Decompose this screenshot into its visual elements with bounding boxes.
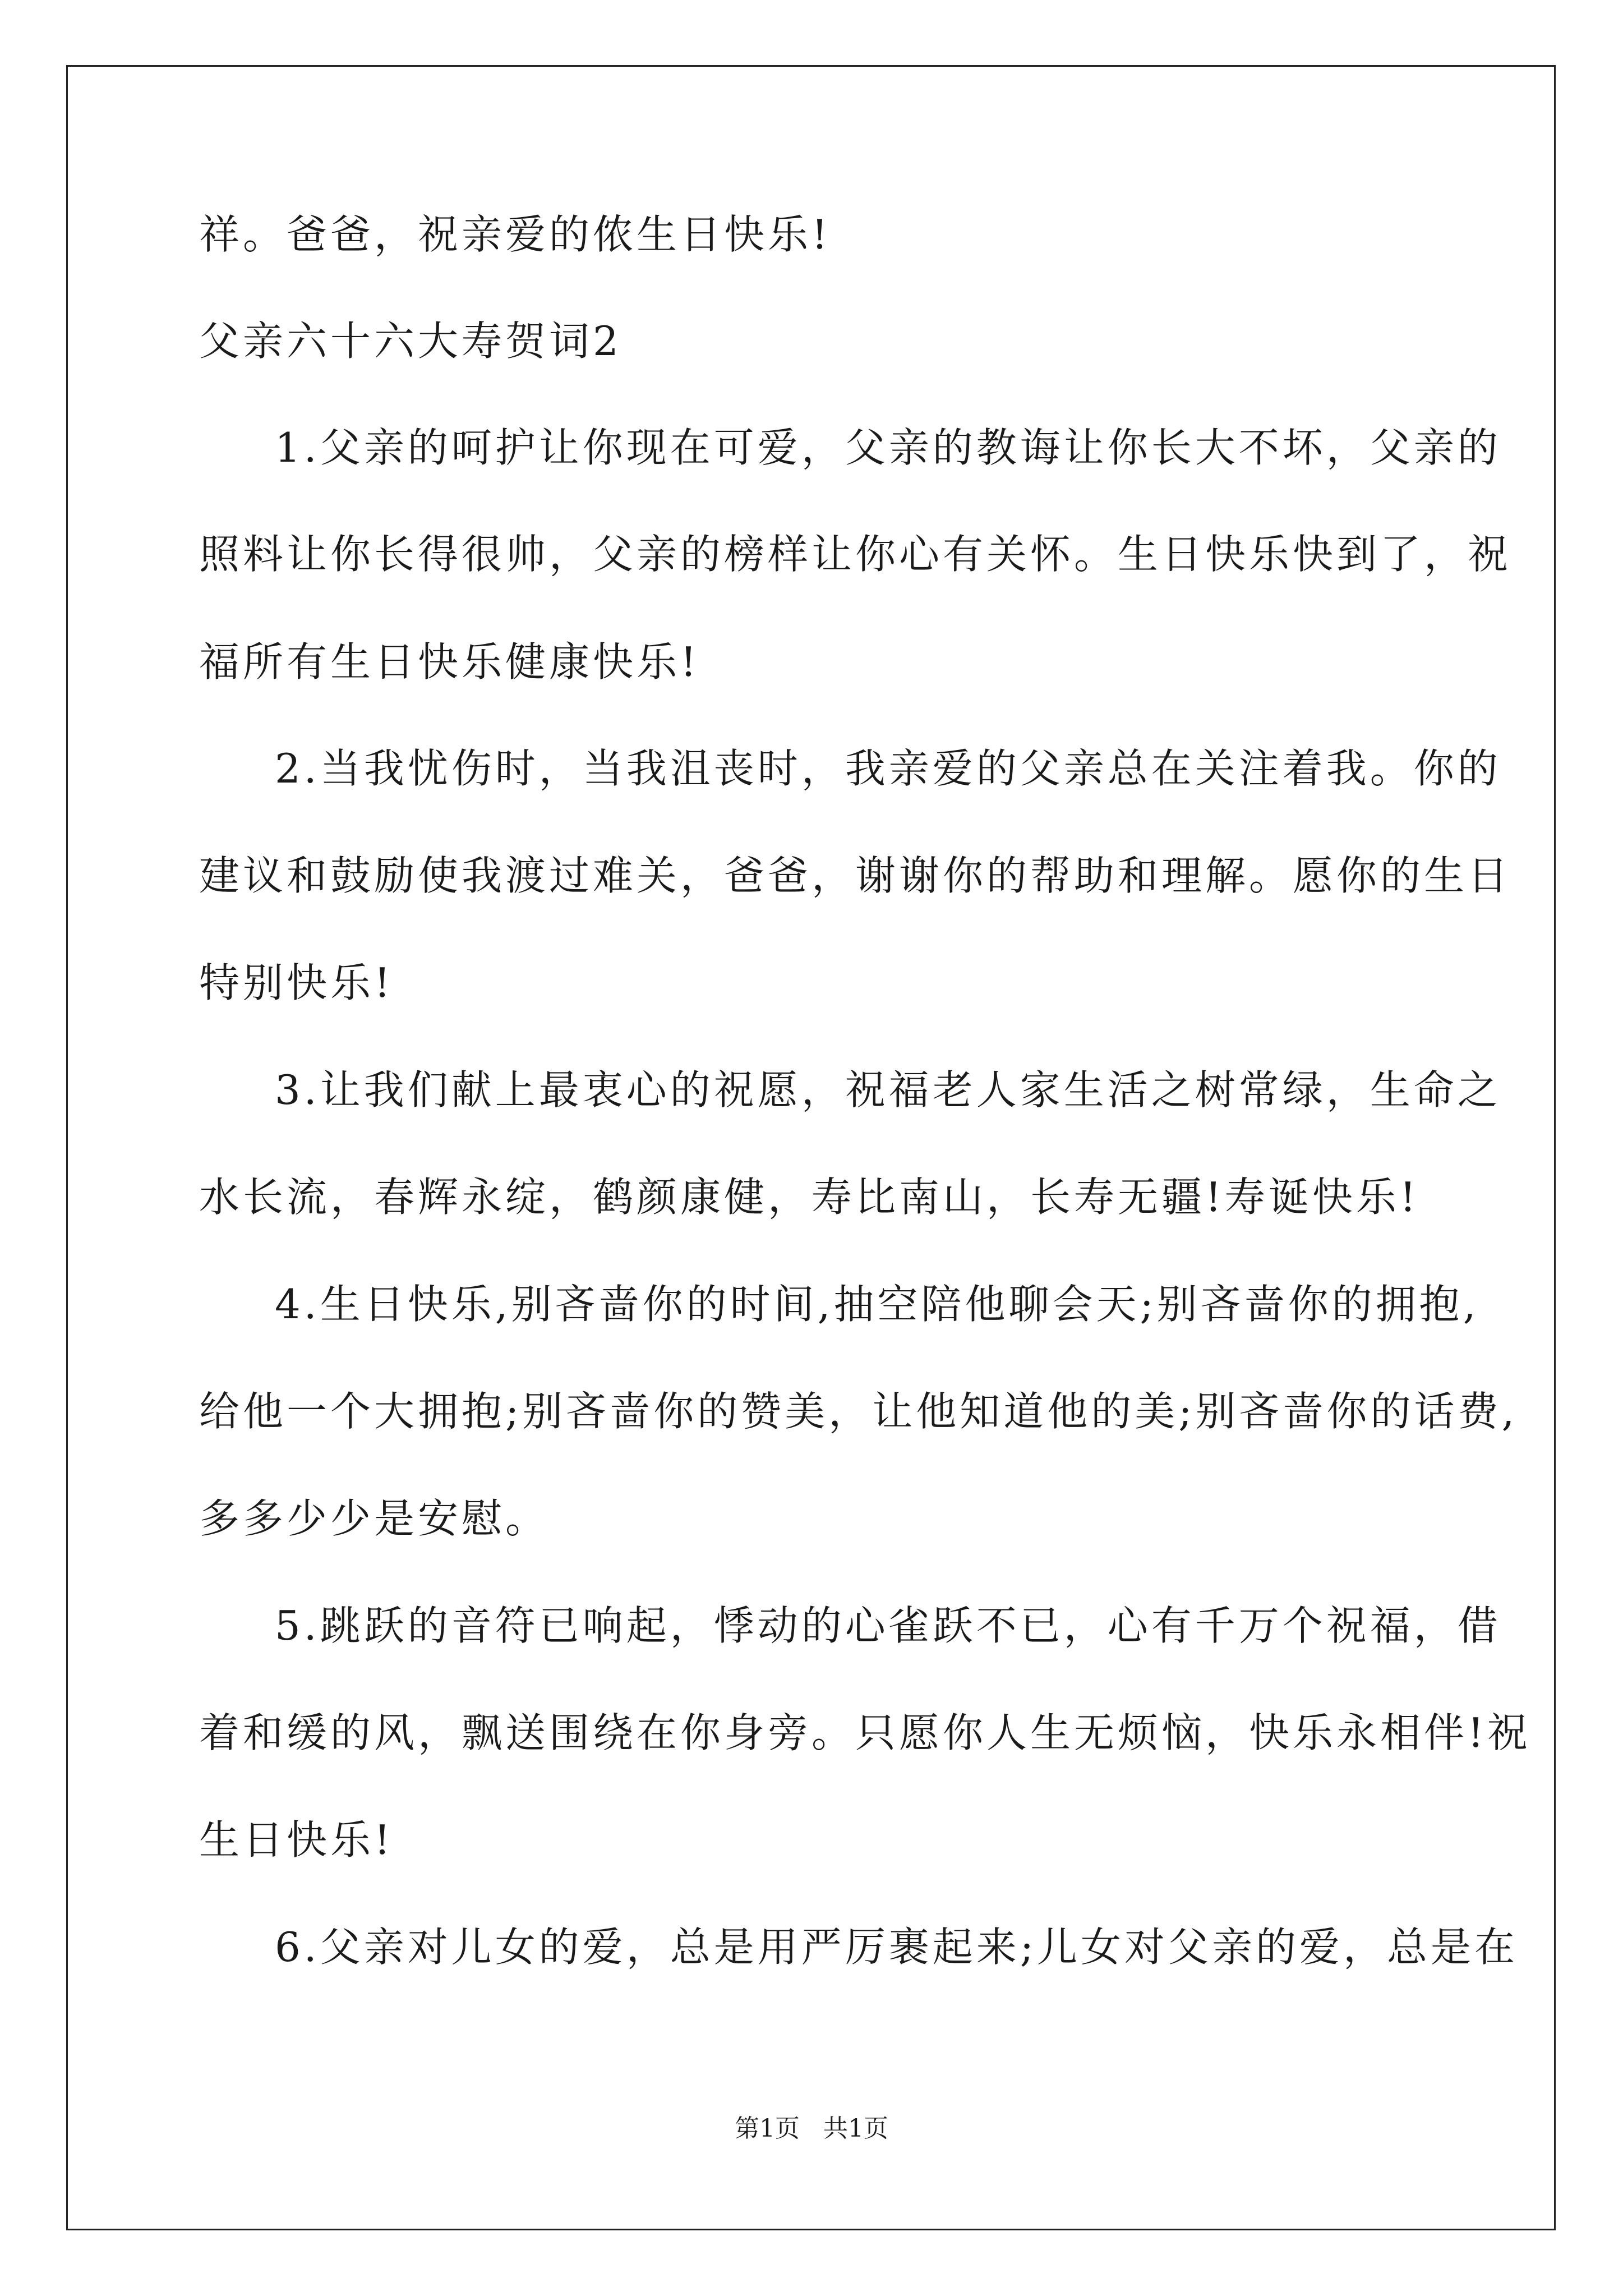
- continuation-text: 祥。爸爸，祝亲爱的侬生日快乐!: [199, 211, 831, 258]
- paragraph-line: 4.生日快乐,别吝啬你的时间,抽空陪他聊会天;别吝啬你的拥抱,: [275, 1281, 1479, 1328]
- page-border: [66, 65, 1556, 2230]
- paragraph-line: 5.跳跃的音符已响起，悸动的心雀跃不已，心有千万个祝福，借: [275, 1602, 1501, 1649]
- paragraph-line: 福所有生日快乐健康快乐!: [199, 638, 700, 685]
- paragraph-line: 3.让我们献上最衷心的祝愿，祝福老人家生活之树常绿，生命之: [275, 1066, 1501, 1114]
- paragraph-line: 1.父亲的呵护让你现在可爱，父亲的教诲让你长大不坏，父亲的: [275, 424, 1501, 471]
- paragraph-line: 建议和鼓励使我渡过难关，爸爸，谢谢你的帮助和理解。愿你的生日: [199, 852, 1512, 899]
- paragraph-line: 2.当我忧伤时，当我沮丧时，我亲爱的父亲总在关注着我。你的: [275, 745, 1501, 792]
- paragraph-line: 特别快乐!: [199, 959, 394, 1006]
- paragraph-line: 多多少少是安慰。: [199, 1495, 550, 1542]
- paragraph-line: 生日快乐!: [199, 1816, 394, 1864]
- paragraph-line: 6.父亲对儿女的爱，总是用严厉裹起来;儿女对父亲的爱，总是在: [275, 1924, 1518, 1971]
- paragraph-line: 着和缓的风，飘送围绕在你身旁。只愿你人生无烦恼，快乐永相伴!祝: [199, 1709, 1531, 1756]
- paragraph-line: 水长流，春辉永绽，鹤颜康健，寿比南山，长寿无疆!寿诞快乐!: [199, 1174, 1419, 1221]
- page-footer: 第1页 共1页: [735, 2114, 888, 2143]
- paragraph-line: 照料让你长得很帅，父亲的榜样让你心有关怀。生日快乐快到了，祝: [199, 531, 1512, 578]
- paragraph-line: 给他一个大拥抱;别吝啬你的赞美，让他知道他的美;别吝啬你的话费,: [199, 1388, 1518, 1435]
- section-heading: 父亲六十六大寿贺词2: [199, 318, 622, 365]
